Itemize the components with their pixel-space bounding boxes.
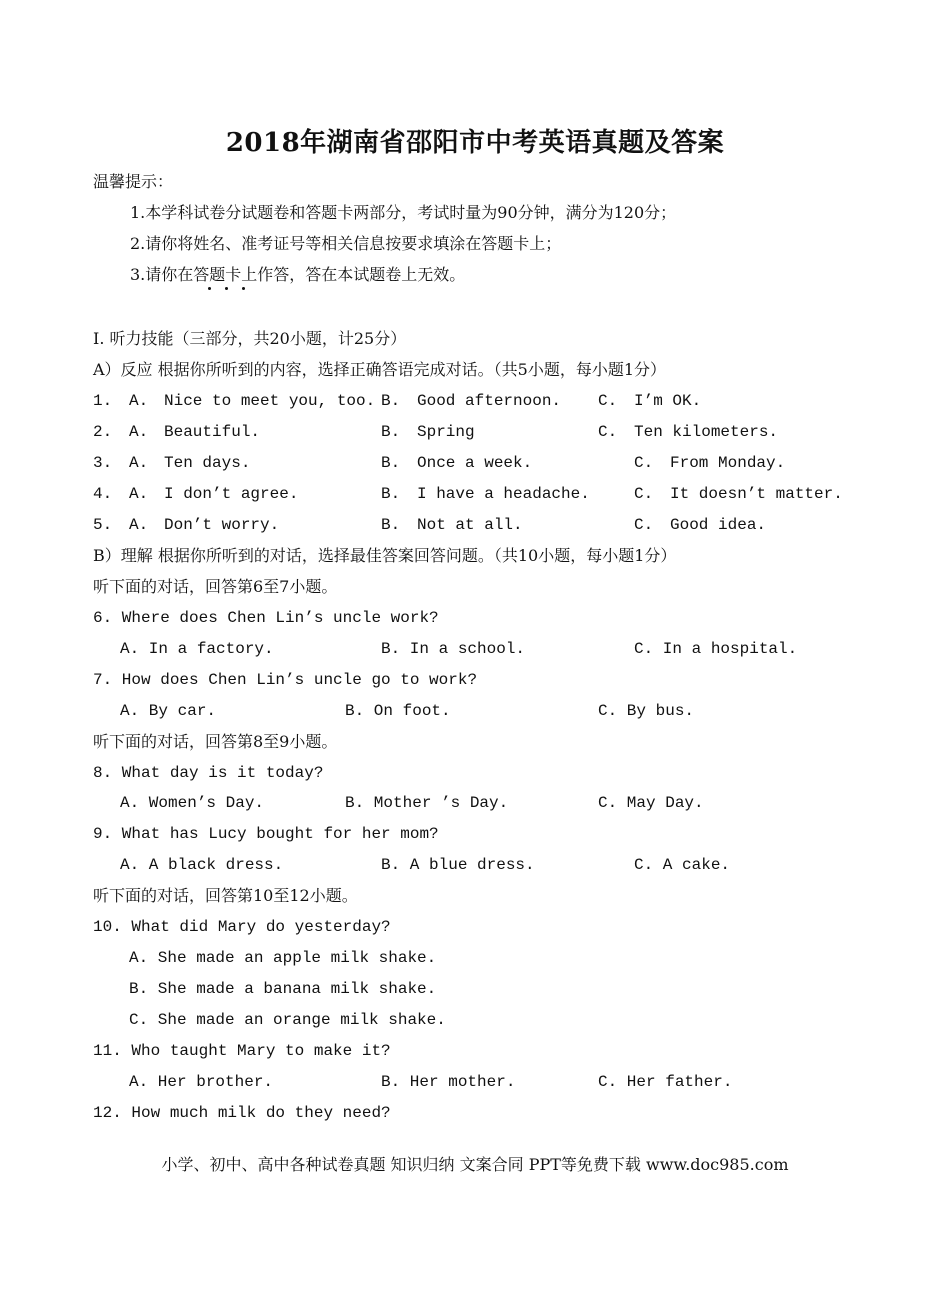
question-6: 6. Where does Chen Lin’s uncle work? bbox=[93, 609, 439, 627]
q8-option-c: C. May Day. bbox=[598, 794, 704, 812]
item-1-a: Nice to meet you, too. bbox=[164, 392, 376, 410]
item-2-num: 2. bbox=[93, 423, 113, 441]
q10-option-b: B. She made a banana milk shake. bbox=[129, 980, 437, 998]
item-3-a: Ten days. bbox=[164, 454, 251, 472]
item-1-a-letter: A. bbox=[129, 392, 149, 410]
item-4-b-letter: B. bbox=[381, 485, 401, 503]
q11-option-a: A. Her brother. bbox=[129, 1073, 274, 1091]
question-9: 9. What has Lucy bought for her mom? bbox=[93, 825, 439, 843]
item-1-b: Good afternoon. bbox=[417, 392, 562, 410]
item-3-c: From Monday. bbox=[670, 454, 786, 472]
item-2-a: Beautiful. bbox=[164, 423, 261, 441]
part-b-heading: B）理解 根据你所听到的对话，选择最佳答案回答问题。（共10小题，每小题1分） bbox=[93, 546, 677, 565]
item-5-c-letter: C. bbox=[634, 516, 654, 534]
item-4-a-letter: A. bbox=[129, 485, 149, 503]
item-5-b-letter: B. bbox=[381, 516, 401, 534]
item-3-num: 3. bbox=[93, 454, 113, 472]
emphasis-dot bbox=[242, 287, 245, 290]
item-1-num: 1. bbox=[93, 392, 113, 410]
question-10: 10. What did Mary do yesterday? bbox=[93, 918, 391, 936]
page-title: 2018年湖南省邵阳市中考英语真题及答案 bbox=[225, 128, 725, 158]
q6-option-a: A. In a factory. bbox=[120, 640, 274, 658]
emphasis-dot bbox=[208, 287, 211, 290]
item-2-c: Ten kilometers. bbox=[634, 423, 779, 441]
item-3-b: Once a week. bbox=[417, 454, 533, 472]
item-1-b-letter: B. bbox=[381, 392, 401, 410]
item-5-a-letter: A. bbox=[129, 516, 149, 534]
q10-option-a: A. She made an apple milk shake. bbox=[129, 949, 437, 967]
question-11: 11. Who taught Mary to make it? bbox=[93, 1042, 391, 1060]
q9-option-b: B. A blue dress. bbox=[381, 856, 535, 874]
q9-option-c: C. A cake. bbox=[634, 856, 731, 874]
item-4-b: I have a headache. bbox=[417, 485, 590, 503]
listen-instruction-8-9: 听下面的对话，回答第8至9小题。 bbox=[93, 732, 338, 751]
item-4-num: 4. bbox=[93, 485, 113, 503]
q6-option-b: B. In a school. bbox=[381, 640, 526, 658]
question-12: 12. How much milk do they need? bbox=[93, 1104, 391, 1122]
q7-option-a: A. By car. bbox=[120, 702, 217, 720]
question-8: 8. What day is it today? bbox=[93, 764, 324, 782]
item-5-b: Not at all. bbox=[417, 516, 523, 534]
q8-option-b: B. Mother ’s Day. bbox=[345, 794, 509, 812]
tip-3-text: 3.请你在答题卡上作答，答在本试题卷上无效。 bbox=[130, 265, 466, 284]
item-2-b: Spring bbox=[417, 423, 475, 441]
item-1-c-letter: C. bbox=[598, 392, 618, 410]
item-2-c-letter: C. bbox=[598, 423, 618, 441]
q8-option-a: A. Women’s Day. bbox=[120, 794, 265, 812]
section-listening: Ⅰ. 听力技能（三部分，共20小题，计25分） bbox=[93, 329, 407, 348]
item-5-c: Good idea. bbox=[670, 516, 767, 534]
q6-option-c: C. In a hospital. bbox=[634, 640, 798, 658]
listen-instruction-6-7: 听下面的对话，回答第6至7小题。 bbox=[93, 577, 338, 596]
page-footer: 小学、初中、高中各种试卷真题 知识归纳 文案合同 PPT等免费下载 www.doc985.com bbox=[161, 1155, 789, 1174]
item-5-num: 5. bbox=[93, 516, 113, 534]
item-4-a: I don’t agree. bbox=[164, 485, 299, 503]
q9-option-a: A. A black dress. bbox=[120, 856, 284, 874]
q10-option-c: C. She made an orange milk shake. bbox=[129, 1011, 446, 1029]
item-4-c-letter: C. bbox=[634, 485, 654, 503]
question-7: 7. How does Chen Lin’s uncle go to work? bbox=[93, 671, 478, 689]
tip-1: 1.本学科试卷分试题卷和答题卡两部分，考试时量为90分钟，满分为120分； bbox=[130, 203, 677, 222]
q11-option-b: B. Her mother. bbox=[381, 1073, 516, 1091]
item-2-a-letter: A. bbox=[129, 423, 149, 441]
item-5-a: Don’t worry. bbox=[164, 516, 280, 534]
q7-option-c: C. By bus. bbox=[598, 702, 695, 720]
q11-option-c: C. Her father. bbox=[598, 1073, 733, 1091]
tips-heading: 温馨提示： bbox=[93, 172, 174, 191]
item-3-b-letter: B. bbox=[381, 454, 401, 472]
item-3-c-letter: C. bbox=[634, 454, 654, 472]
emphasis-dot bbox=[225, 287, 228, 290]
part-a-heading: A）反应 根据你所听到的内容，选择正确答语完成对话。（共5小题，每小题1分） bbox=[93, 360, 667, 379]
item-1-c: I’m OK. bbox=[634, 392, 702, 410]
item-3-a-letter: A. bbox=[129, 454, 149, 472]
tip-2: 2.请你将姓名、准考证号等相关信息按要求填涂在答题卡上； bbox=[130, 234, 562, 253]
listen-instruction-10-12: 听下面的对话，回答第10至12小题。 bbox=[93, 886, 358, 905]
q7-option-b: B. On foot. bbox=[345, 702, 451, 720]
item-4-c: It doesn’t matter. bbox=[670, 485, 843, 503]
tip-3 bbox=[130, 265, 950, 285]
item-2-b-letter: B. bbox=[381, 423, 401, 441]
